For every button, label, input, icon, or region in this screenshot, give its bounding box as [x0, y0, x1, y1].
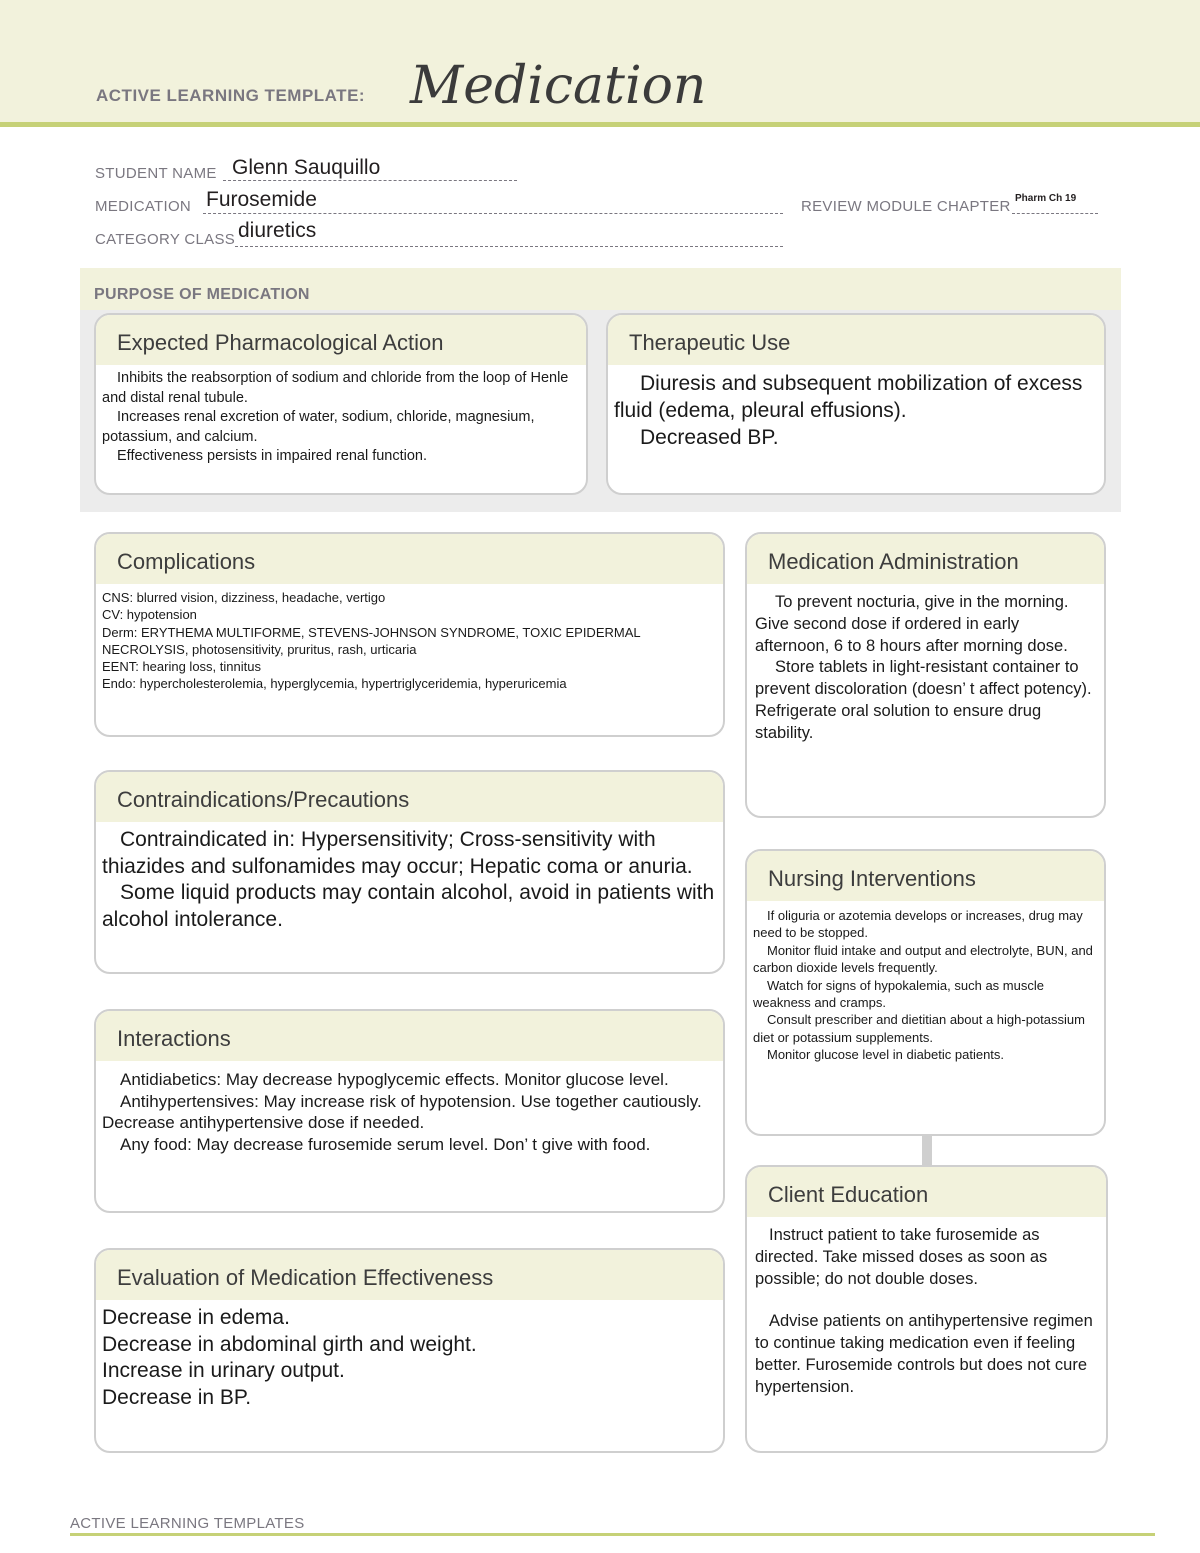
- client-education-text[interactable]: Instruct patient to take furosemide as directed. Take missed doses as soon as possible; do not double doses.: [755, 1226, 1048, 1288]
- nursing-interventions-text[interactable]: Consult prescriber and dietitian about a high-potassium diet or potassium supplements.: [753, 1012, 1085, 1045]
- evaluation-heading: Evaluation of Medication Effectiveness: [96, 1250, 723, 1300]
- administration-heading: Medication Administration: [747, 534, 1104, 584]
- client-education-box: [745, 1165, 1108, 1453]
- therapeutic-use-text[interactable]: Diuresis and subsequent mobilization of excess fluid (edema, pleural effusions).: [614, 372, 1083, 422]
- evaluation-text[interactable]: Decrease in abdominal girth and weight.: [102, 1332, 477, 1356]
- complications-heading: Complications: [96, 534, 723, 584]
- review-module-label: REVIEW MODULE CHAPTER: [801, 198, 1011, 215]
- contraindications-box: [94, 770, 725, 974]
- nursing-interventions-box: [745, 849, 1106, 1136]
- category-class-label: CATEGORY CLASS: [95, 231, 236, 248]
- expected-action-text[interactable]: Increases renal excretion of water, sodium, chloride, magnesium, potassium, and calcium.: [102, 409, 535, 445]
- administration-text[interactable]: To prevent nocturia, give in the morning. Give second dose if ordered in early afternoon, 6 to 8 hours after morning dose.: [755, 593, 1069, 655]
- complications-text[interactable]: CNS: blurred vision, dizziness, headache, vertigo: [102, 590, 386, 605]
- nursing-interventions-heading: Nursing Interventions: [747, 851, 1104, 901]
- box-connector: [922, 1136, 932, 1165]
- complications-text[interactable]: CV: hypotension: [102, 607, 197, 623]
- student-name-line: [223, 180, 517, 181]
- interactions-heading: Interactions: [96, 1011, 723, 1061]
- footer-text: ACTIVE LEARNING TEMPLATES: [70, 1515, 305, 1532]
- medication-label: MEDICATION: [95, 198, 192, 215]
- contraindications-text[interactable]: Contraindicated in: Hypersensitivity; Cross-sensitivity with thiazides and sulfonamides may occur; Hepatic coma or anuria.: [102, 828, 693, 878]
- review-module-line: [1012, 213, 1098, 214]
- expected-action-box: [94, 313, 588, 495]
- complications-text[interactable]: Endo: hypercholesterolemia, hyperglycemia, hypertriglyceridemia, hyperuricemia: [102, 676, 567, 692]
- expected-action-heading: Expected Pharmacological Action: [96, 315, 586, 365]
- template-label: ACTIVE LEARNING TEMPLATE:: [96, 86, 366, 105]
- evaluation-text[interactable]: Decrease in BP.: [102, 1385, 252, 1409]
- client-education-heading: Client Education: [747, 1167, 1106, 1217]
- interactions-box: [94, 1009, 725, 1213]
- nursing-interventions-text[interactable]: Monitor fluid intake and output and electrolyte, BUN, and carbon dioxide levels frequently.: [753, 942, 1093, 976]
- therapeutic-use-heading: Therapeutic Use: [608, 315, 1104, 365]
- contraindications-text[interactable]: Some liquid products may contain alcohol, avoid in patients with alcohol intolerance.: [102, 881, 715, 931]
- nursing-interventions-text[interactable]: If oliguria or azotemia develops or increases, drug may need to be stopped.: [753, 908, 1083, 941]
- evaluation-box: [94, 1248, 725, 1453]
- expected-action-text[interactable]: Effectiveness persists in impaired renal function.: [117, 448, 428, 464]
- expected-action-text[interactable]: Inhibits the reabsorption of sodium and chloride from the loop of Henle and distal renal tubule.: [102, 370, 569, 406]
- interactions-text[interactable]: Any food: May decrease furosemide serum level. Don’ t give with food.: [120, 1134, 651, 1154]
- client-education-text[interactable]: Advise patients on antihypertensive regimen to continue taking medication even if feeling better. Furosemide controls but does not cure hypertension.: [755, 1312, 1093, 1396]
- therapeutic-use-box: [606, 313, 1106, 495]
- footer-rule: [70, 1533, 1155, 1536]
- category-class-field[interactable]: diuretics: [238, 219, 317, 242]
- evaluation-text[interactable]: Decrease in edema.: [102, 1306, 290, 1329]
- complications-text[interactable]: Derm: ERYTHEMA MULTIFORME, STEVENS-JOHNSON SYNDROME, TOXIC EPIDERMAL NECROLYSIS, photosensitivity, pruritus, rash, urticaria: [102, 624, 641, 657]
- administration-box: [745, 532, 1106, 818]
- nursing-interventions-text[interactable]: Watch for signs of hypokalemia, such as muscle weakness and cramps.: [753, 977, 1044, 1011]
- medication-field[interactable]: Furosemide: [206, 188, 317, 211]
- evaluation-text[interactable]: Increase in urinary output.: [102, 1359, 345, 1382]
- review-module-field[interactable]: Pharm Ch 19: [1015, 193, 1077, 204]
- contraindications-heading: Contraindications/Precautions: [96, 772, 723, 822]
- page-title: Medication: [410, 56, 707, 116]
- complications-text[interactable]: EENT: hearing loss, tinnitus: [102, 659, 261, 675]
- medication-line: [203, 213, 783, 214]
- category-class-line: [235, 246, 783, 247]
- administration-text[interactable]: Store tablets in light-resistant container to prevent discoloration (doesn’ t affect potency). Refrigerate oral solution to ensure drug stability.: [755, 658, 1092, 742]
- interactions-text[interactable]: Antihypertensives: May increase risk of hypotension. Use together cautiously. Decrease antihypertensive dose if needed.: [102, 1091, 702, 1133]
- therapeutic-use-text[interactable]: Decreased BP.: [640, 426, 779, 449]
- interactions-text[interactable]: Antidiabetics: May decrease hypoglycemic effects. Monitor glucose level.: [120, 1070, 669, 1089]
- nursing-interventions-text[interactable]: Monitor glucose level in diabetic patients.: [767, 1047, 1005, 1063]
- complications-box: [94, 532, 725, 737]
- purpose-title: PURPOSE OF MEDICATION: [94, 286, 310, 303]
- student-name-field[interactable]: Glenn Sauquillo: [232, 156, 381, 179]
- student-name-label: STUDENT NAME: [95, 165, 217, 182]
- header-rule: [0, 122, 1200, 127]
